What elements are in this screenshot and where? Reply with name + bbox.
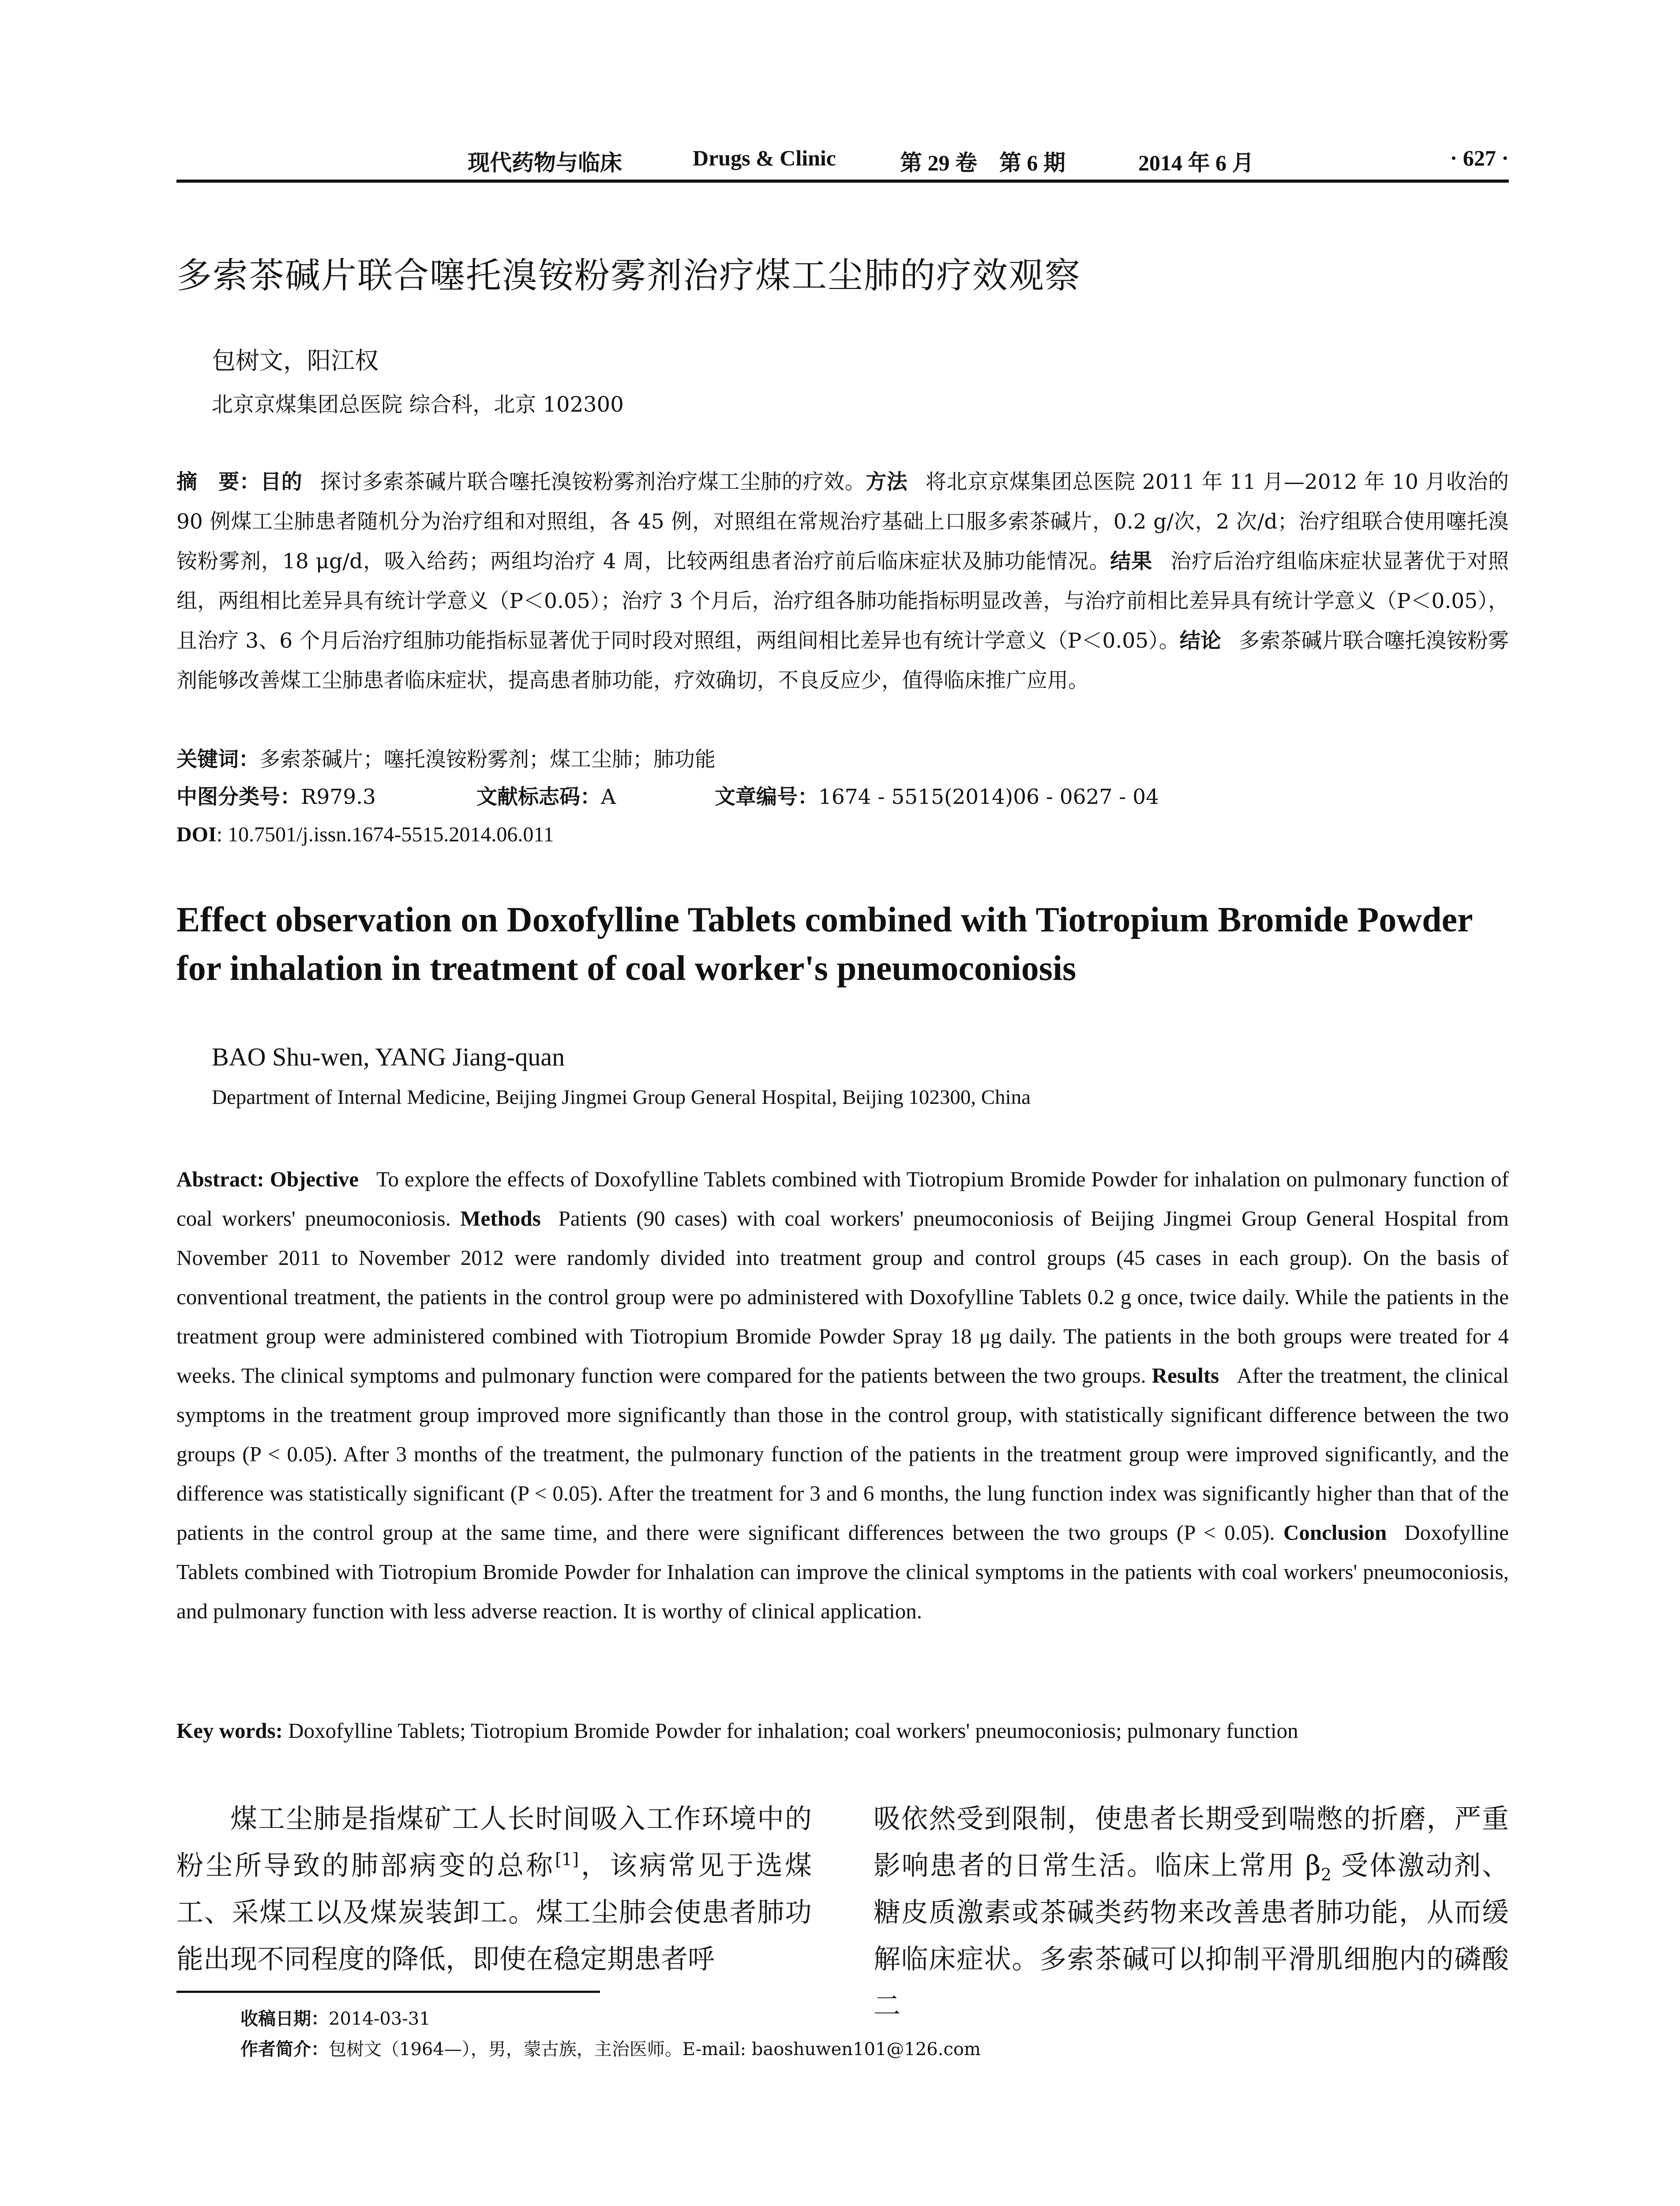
doi-value: : 10.7501/j.issn.1674-5515.2014.06.011: [216, 823, 554, 846]
keywords-en: [176, 1711, 1526, 1750]
article-no-value: 1674 - 5515(2014)06 - 0627 - 04: [818, 785, 1159, 809]
issue-date: 2014 年 6 月: [1138, 150, 1254, 175]
results-text-en: After the treatment, the clinical symptoms in the treatment group improved more significantly than those in the control group, with statistically significant difference between the two groups (P < 0.05). After 3 months of the treatment, the pulmonary function of the patients in the treatment group were improved significantly, and the difference was statistically significant (P < 0.05). After the treatment for 3 and 6 months, the lung function index was significantly higher than that of the patients in the control group at the same time, and there were significant differences between the two groups (P < 0.05).: [176, 1363, 1509, 1545]
body-left-text-2: ，该病常见于选煤工、采煤工以及煤炭装卸工。煤工尘肺会使患者肺功能出现不同程度的降低，即使在稳定期患者呼: [176, 1850, 812, 1975]
footnote-divider: [176, 1991, 600, 1993]
keywords-text-cn: 多索茶碱片；噻托溴铵粉雾剂；煤工尘肺；肺功能: [259, 747, 716, 772]
page-number: · 627 ·: [1450, 146, 1509, 170]
conclusion-label-cn: 结论: [1179, 629, 1222, 653]
affiliation-en: Department of Internal Medicine, Beijing Jingmei Group General Hospital, Beijing 102300, China: [212, 1086, 1031, 1109]
author-bio-label: 作者简介：: [240, 2039, 329, 2060]
article-no-label: 文章编号：: [715, 785, 818, 809]
body-right-text-1: 吸依然受到限制，使患者长期受到喘憋的折磨，严重影响患者的日常生活。临床上常用 β: [874, 1803, 1509, 1881]
affiliation-cn: 北京京煤集团总医院 综合科，北京 102300: [212, 392, 624, 417]
clc-label: 中图分类号：: [176, 785, 301, 809]
doi-label: DOI: [176, 823, 217, 846]
abstract-label-cn: 摘 要：: [176, 470, 261, 494]
body-column-right: [874, 1796, 1509, 2030]
abstract-cn: [176, 462, 1509, 701]
body-right-text-2: 受体激动剂、糖皮质激素或茶碱类药物来改善患者肺功能，从而缓解临床症状。多索茶碱可以抑制平滑肌细胞内的磷酸二: [874, 1850, 1509, 2022]
authors-en: BAO Shu-wen, YANG Jiang-quan: [212, 1043, 565, 1071]
running-header: [176, 139, 1509, 183]
volume-issue: 第 29 卷 第 6 期: [900, 150, 1065, 175]
beta-subscript: 2: [1320, 1865, 1332, 1885]
keywords-label-en: Key words:: [176, 1718, 289, 1743]
results-label-cn: 结果: [1110, 549, 1153, 574]
objective-label-cn: 目的: [260, 470, 303, 494]
keywords-text-en: Doxofylline Tablets; Tiotropium Bromide Powder for inhalation; coal workers' pneumoconiosis; pulmonary function: [288, 1718, 1298, 1743]
author-bio-note: [240, 2036, 981, 2063]
methods-label-en: Methods: [460, 1206, 541, 1231]
keywords-label-cn: 关键词：: [176, 747, 259, 772]
doi-line: [176, 815, 1509, 855]
classification-line: [176, 777, 1509, 817]
methods-text-en: Patients (90 cases) with coal workers' pneumoconiosis of Beijing Jingmei Group General Hospital from November 2011 to November 2012 were randomly divided into treatment group and control groups (45 cases in each group). On the basis of conventional treatment, the patients in the control group were po administered with Doxofylline Tablets 0.2 g once, twice daily. While the patients in the treatment group were administered combined with Tiotropium Bromide Powder Spray 18 μg daily. The patients in the both groups were treated for 4 weeks. The clinical symptoms and pulmonary function were compared for the patients between the two groups.: [176, 1206, 1509, 1388]
doc-code-label: 文献标志码：: [476, 785, 601, 809]
received-label: 收稿日期：: [240, 2009, 329, 2029]
citation-ref: [1]: [555, 1850, 579, 1869]
conclusion-text-en: Doxofylline Tablets combined with Tiotropium Bromide Powder for Inhalation can improve the clinical symptoms in the patients with coal workers' pneumoconiosis, and pulmonary function with less adverse reaction. It is worthy of clinical application.: [176, 1520, 1509, 1623]
body-left-text-1: 煤工尘肺是指煤矿工人长时间吸入工作环境中的粉尘所导致的肺部病变的总称: [176, 1803, 812, 1881]
objective-label-en: Objective: [270, 1167, 359, 1191]
keywords-cn: [176, 740, 1509, 780]
objective-text-en: To explore the effects of Doxofylline Tablets combined with Tiotropium Bromide Powder for inhalation on pulmonary function of coal workers' pneumoconiosis.: [176, 1167, 1509, 1231]
objective-text-cn: 探讨多索茶碱片联合噻托溴铵粉雾剂治疗煤工尘肺的疗效。: [320, 470, 866, 494]
results-label-en: Results: [1151, 1363, 1219, 1388]
received-date-note: [240, 2006, 431, 2032]
methods-text-cn: 将北京京煤集团总医院 2011 年 11 月—2012 年 10 月收治的 90 例煤工尘肺患者随机分为治疗组和对照组，各 45 例，对照组在常规治疗基础上口服多索茶碱片，0.2 g/次，2 次/d；治疗组联合使用噻托溴铵粉雾剂，18 μg/d，吸入给药；两组均治疗 4 周，比较两组患者治疗前后临床症状及肺功能情况。: [176, 470, 1509, 574]
conclusion-label-en: Conclusion: [1283, 1520, 1387, 1545]
body-column-left: [176, 1796, 812, 1983]
journal-name-en: Drugs & Clinic: [693, 146, 836, 170]
received-value: 2014-03-31: [329, 2009, 431, 2029]
author-bio-value: 包树文（1964—），男，蒙古族，主治医师。E-mail: baoshuwen101@126.com: [329, 2039, 981, 2060]
doc-code-value: A: [601, 785, 616, 809]
article-title-cn: 多索茶碱片联合噻托溴铵粉雾剂治疗煤工尘肺的疗效观察: [176, 255, 1081, 296]
abstract-en: [176, 1159, 1509, 1631]
article-title-en: Effect observation on Doxofylline Tablets combined with Tiotropium Bromide Powder for inhalation in treatment of coal worker's pneumoconiosis: [176, 900, 1473, 988]
conclusion-text-cn: 多索茶碱片联合噻托溴铵粉雾剂能够改善煤工尘肺患者临床症状，提高患者肺功能，疗效确切，不良反应少，值得临床推广应用。: [176, 629, 1509, 693]
methods-label-cn: 方法: [866, 470, 908, 494]
results-text-cn: 治疗后治疗组临床症状显著优于对照组，两组相比差异具有统计学意义（P＜0.05）；治疗 3 个月后，治疗组各肺功能指标明显改善，与治疗前相比差异具有统计学意义（P＜0.05），且治疗 3、6 个月后治疗组肺功能指标显著优于同时段对照组，两组间相比差异也有统计学意义（P＜0.05）。: [176, 549, 1509, 653]
journal-name-cn: 现代药物与临床: [468, 150, 622, 175]
clc-value: R979.3: [301, 785, 376, 809]
abstract-label-en: Abstract:: [176, 1167, 270, 1191]
authors-cn: 包树文，阳江权: [212, 347, 379, 375]
